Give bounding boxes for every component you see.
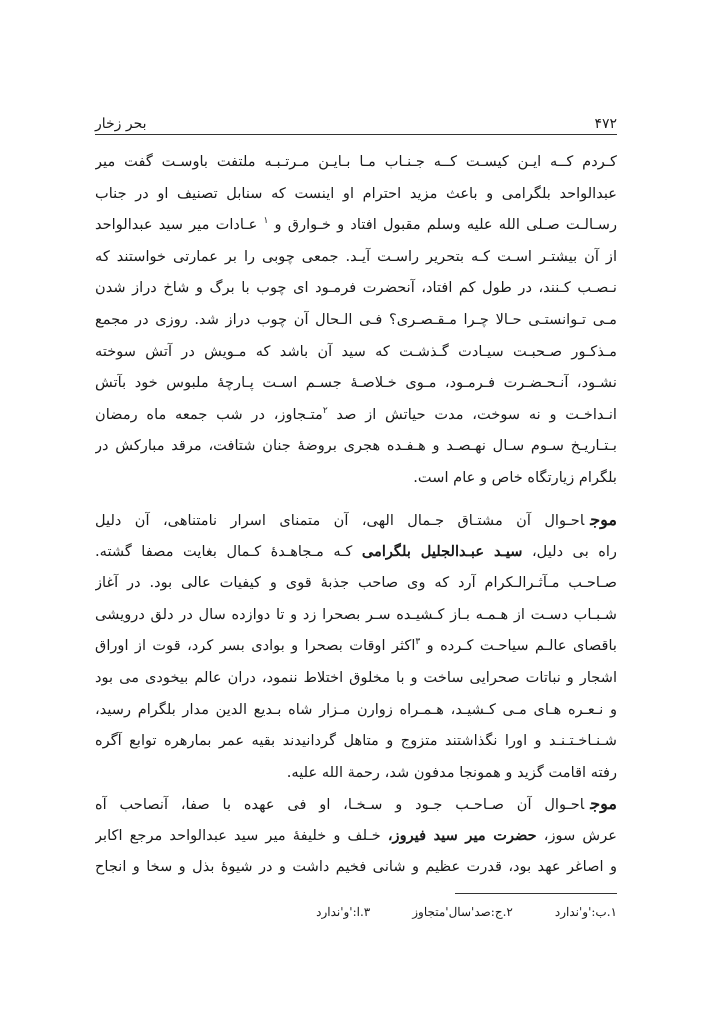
text-line: بلگرام زیارتگاه خاص و عام است. [413, 468, 617, 486]
text-line: شـنـاخـتـنـد و اورا نگذاشتند متزوج و متاهل گردانیدند بقیه عمر بمارهره توابع آگره [95, 732, 617, 750]
text-line: عبدالواحد بلگرامی و باعث مزید احترام او اینست که سنابل تصنیف او در جناب [95, 184, 617, 202]
person-name: حضرت میر سید فیروز، [387, 826, 537, 844]
footnote-marker: ۱ [263, 216, 269, 227]
footnote-divider [455, 893, 617, 894]
text-line: شـبـاب دسـت از هـمـه بـاز کـشیـده سـر بصحرا زد و تا دوازده سال در دلق درویشی [95, 605, 617, 623]
text-line: رسـالـت صـلی الله علیه وسلم مقبول افتاد و خـوارق و $^۱$ عـادات میر سید عبدالواحد [95, 216, 617, 234]
page-number: ۴۷۲ [594, 116, 617, 132]
text-line: رفته اقامت گزید و همونجا مدفون شد، رحمة الله علیه. [286, 763, 617, 781]
text-line: باقصای عالـم سیاحـت کـرده و $^۳$اکثر اوقات بصحرا و بوادی بسر کرد، قوت از اوراق [95, 637, 617, 655]
text-line: و اصاغر عهد بود، قدرت عظیم و شانی فخیم داشت و در شیوهٔ بذل و سخا و انجاح [95, 858, 617, 876]
person-name: سیـد عبـدالجلیل بلگرامی [361, 542, 523, 560]
text-line: نشـود، آنـحـضـرت فـرمـود، مـوی خـلاصـهٔ جسـم اسـت پـارچهٔ ملبوس خود بآتش [95, 374, 617, 392]
text-line: اشجار و نباتات صحرایی ساخت و با مخلوق اختلاط ننمود، دران عالم بیخودی می بود [95, 668, 617, 686]
text-line: و نـعـره هـای مـی کـشیـد، هـمـراه زوارن مـزار شاه بـدیع الدین مدار بلگرام رسید، [95, 700, 617, 718]
text-line: راه بی دلیل، سیـد عبـدالجلیل بلگرامی کـه مـجاهـدهٔ کـمال بغایت مصفا گشته. [95, 542, 617, 560]
text-line: مـذکـور صـحبـت سیـادت گـذشـت که سید آن باشد که مـویش در آتش سوخته [95, 342, 617, 360]
text-line: موجاحـوال آن صـاحـب جـود و سـخـا، او فی عهده با صفا، آنصاحب آه [95, 794, 617, 813]
section-keyword: موج [590, 510, 617, 529]
text-line: عرش سوز، حضرت میر سید فیروز، خـلف و خلیفهٔ میر سید عبدالواحد مرجع اکابر [95, 826, 617, 844]
footnote-marker: ۲ [322, 405, 328, 416]
running-title: بحر زخار [95, 116, 147, 132]
text-line: کـردم کــه ایـن کیسـت کــه جـنـاب مـا بـایـن مـرتـبـه ملتفت باوسـت گفت میر [95, 153, 617, 170]
text-line: از آن بیشتـر اسـت کـه بتحریر راسـت آیـد. جمعی چوبی را بر عمارتی خواستند که [95, 247, 617, 265]
text-line: موجاحـوال آن مشتـاق جـمال الهی، آن متمنای اسرار نامتناهی، آن دلیل [95, 510, 617, 529]
text-line: بـتـاریـخ سـوم سـال نهـصـد و هـفـده هجری بروضهٔ جنان شتافت، مرقد مبارکش در [95, 437, 617, 455]
text-line: صـاحـب مـآثـرالـکرام آرد که وی صاحب جذبهٔ قوی و کیفیات عالی بود. در آغاز [95, 574, 617, 592]
footnote-2: ۲.ج:صد'سال'متجاوز [412, 905, 513, 919]
paragraph-3 [95, 788, 617, 883]
page-header [95, 110, 617, 132]
text-line: نـصـب کـنند، در طول کم افتاد، آنحضرت فرمـود ای چوب با برگ و شاخ دراز شدن [95, 279, 617, 297]
footnote-1: ۱.ب:'و'ندارد [554, 905, 617, 919]
paragraph-1 [95, 146, 617, 494]
text-line: مـی تـوانستـی حـالا چـرا مـقـصـری؟ فـی الـحال آن چوب دراز شد. روزی در مجمع [95, 310, 617, 328]
header-divider [95, 134, 617, 135]
footnote-marker: ۳ [415, 637, 421, 648]
text-line: انـداخـت و نه سوخت، مدت حیاتش از صد $^۲$متـجاوز، در شب جمعه ماه رمضان [95, 405, 617, 423]
footnotes [95, 905, 617, 919]
footnote-3: ۳.ا:'و'ندارد [316, 905, 371, 919]
section-keyword: موج [590, 794, 617, 813]
paragraph-2 [95, 504, 617, 788]
